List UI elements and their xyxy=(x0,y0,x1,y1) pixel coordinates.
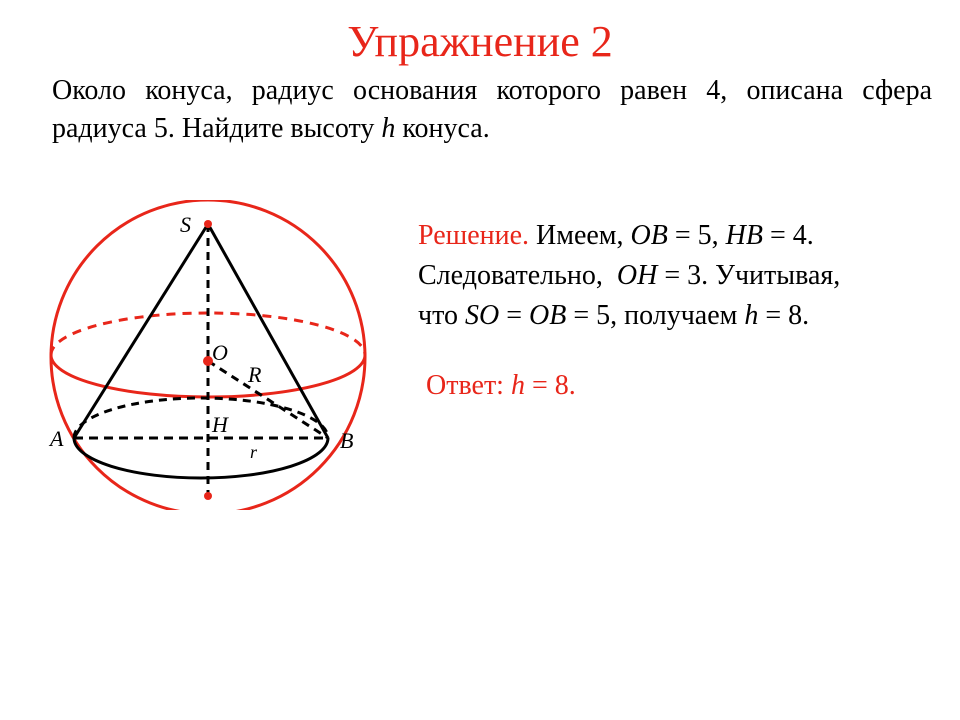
problem-variable-h: h xyxy=(381,113,396,144)
sphere-equator-back xyxy=(51,313,365,355)
segment-so: SO xyxy=(464,300,500,331)
answer-value: = 8. xyxy=(524,370,576,401)
answer-label: Ответ: xyxy=(426,370,511,401)
segment-ob: OB xyxy=(528,300,567,331)
solution-line-2 xyxy=(418,256,918,296)
answer-variable-h: h xyxy=(510,370,525,401)
solution-label: Решение. xyxy=(418,220,530,251)
solution-line-3 xyxy=(418,296,918,336)
slide-title: Упражнение 2 xyxy=(347,17,613,66)
label-o: O xyxy=(212,340,228,365)
label-h: H xyxy=(212,412,228,437)
cone-in-sphere-diagram xyxy=(30,200,370,510)
variable-h: h xyxy=(744,300,759,331)
label-r-big: R xyxy=(248,362,262,387)
problem-text-end: конуса. xyxy=(395,113,490,144)
solution-text: = xyxy=(499,300,529,331)
cone-generator-sb xyxy=(208,224,328,438)
solution-block xyxy=(418,216,918,336)
problem-text-start: Около конуса, радиус основания которого равен 4, описана сфера радиуса 5. Найдите высоту xyxy=(52,75,932,144)
label-s: S xyxy=(180,212,191,237)
solution-text: Имеем, xyxy=(529,220,631,251)
point-s xyxy=(204,220,212,228)
solution-text: Следовательно, xyxy=(418,260,617,291)
solution-line-1 xyxy=(418,216,918,256)
solution-text: = 8. xyxy=(758,300,810,331)
label-r-small: r xyxy=(250,442,258,462)
problem-statement xyxy=(52,72,932,148)
answer-block xyxy=(426,366,576,406)
cone-generator-sa xyxy=(74,224,208,438)
solution-text: что xyxy=(418,300,465,331)
solution-text: = 4. xyxy=(762,220,814,251)
point-bottom xyxy=(204,492,212,500)
segment-hb: HB xyxy=(725,220,763,251)
cone-base-front xyxy=(74,438,328,478)
solution-text: = 5, получаем xyxy=(566,300,745,331)
label-a: A xyxy=(50,426,64,451)
label-b: B xyxy=(340,428,354,453)
solution-text: = 5, xyxy=(667,220,726,251)
solution-text: = 3. Учитывая, xyxy=(657,260,841,291)
segment-ob: OB xyxy=(630,220,668,251)
segment-oh: OH xyxy=(616,260,658,291)
cone-base-back xyxy=(74,398,328,438)
